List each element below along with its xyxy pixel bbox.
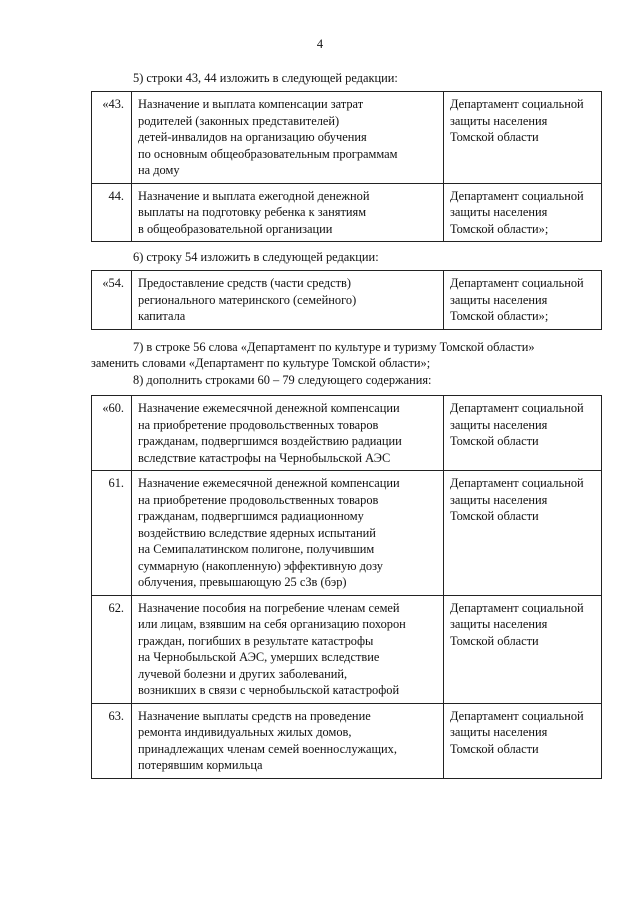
row-department: Департамент социальной защиты населения Томской области <box>444 396 602 471</box>
table-row <box>92 703 602 778</box>
row-number: «43. <box>92 92 132 184</box>
row-number: 61. <box>92 471 132 596</box>
paragraph-7-line-2: заменить словами «Департамент по культуре Томской области»; <box>91 356 431 370</box>
row-description: Назначение ежемесячной денежной компенсации на приобретение продовольственных товаров гражданам, подвергшимся воздействию радиации вследствие катастрофы на Чернобыльской АЭС <box>132 396 444 471</box>
table-row-54 <box>91 270 602 330</box>
paragraph-5: 5) строки 43, 44 изложить в следующей редакции: <box>133 71 398 85</box>
page-number: 4 <box>316 37 324 51</box>
table-row <box>92 271 602 330</box>
row-description: Назначение и выплата ежегодной денежной выплаты на подготовку ребенка к занятиям в общеобразовательной организации <box>132 183 444 242</box>
paragraph-7-line-1: 7) в строке 56 слова «Департамент по культуре и туризму Томской области» <box>133 340 535 354</box>
row-description: Предоставление средств (части средств) регионального материнского (семейного) капитала <box>132 271 444 330</box>
table-row <box>92 183 602 242</box>
row-department: Департамент социальной защиты населения Томской области»; <box>444 183 602 242</box>
row-number: 44. <box>92 183 132 242</box>
paragraph-6: 6) строку 54 изложить в следующей редакции: <box>133 250 379 264</box>
row-department: Департамент социальной защиты населения Томской области <box>444 703 602 778</box>
row-number: 62. <box>92 595 132 703</box>
row-department: Департамент социальной защиты населения Томской области <box>444 471 602 596</box>
table-row <box>92 471 602 596</box>
row-description: Назначение пособия на погребение членам семей или лицам, взявшим на себя организацию похорон граждан, погибших в результате катастрофы на Чернобыльской АЭС, умерших вследствие лучевой болезни и других заболеваний, возникших в связи с чернобыльской катастрофой <box>132 595 444 703</box>
row-description: Назначение ежемесячной денежной компенсации на приобретение продовольственных товаров гражданам, подвергшимся радиационному воздействию вследствие ядерных испытаний на Семипалатинском полигоне, получившим суммарную (накопленную) эффективную дозу облучения, превышающую 25 сЗв (бэр) <box>132 471 444 596</box>
row-number: «54. <box>92 271 132 330</box>
table-row <box>92 92 602 184</box>
table-row <box>92 595 602 703</box>
paragraph-8: 8) дополнить строками 60 – 79 следующего содержания: <box>133 373 432 387</box>
row-description: Назначение выплаты средств на проведение ремонта индивидуальных жилых домов, принадлежащих членам семей военнослужащих, потерявшим кормильца <box>132 703 444 778</box>
row-number: 63. <box>92 703 132 778</box>
row-description: Назначение и выплата компенсации затрат родителей (законных представителей) детей-инвалидов на организацию обучения по основным общеобразовательным программам на дому <box>132 92 444 184</box>
table-row <box>92 396 602 471</box>
row-department: Департамент социальной защиты населения Томской области <box>444 92 602 184</box>
row-department: Департамент социальной защиты населения Томской области»; <box>444 271 602 330</box>
table-rows-43-44 <box>91 91 602 242</box>
row-number: «60. <box>92 396 132 471</box>
row-department: Департамент социальной защиты населения Томской области <box>444 595 602 703</box>
table-rows-60-63 <box>91 395 602 779</box>
